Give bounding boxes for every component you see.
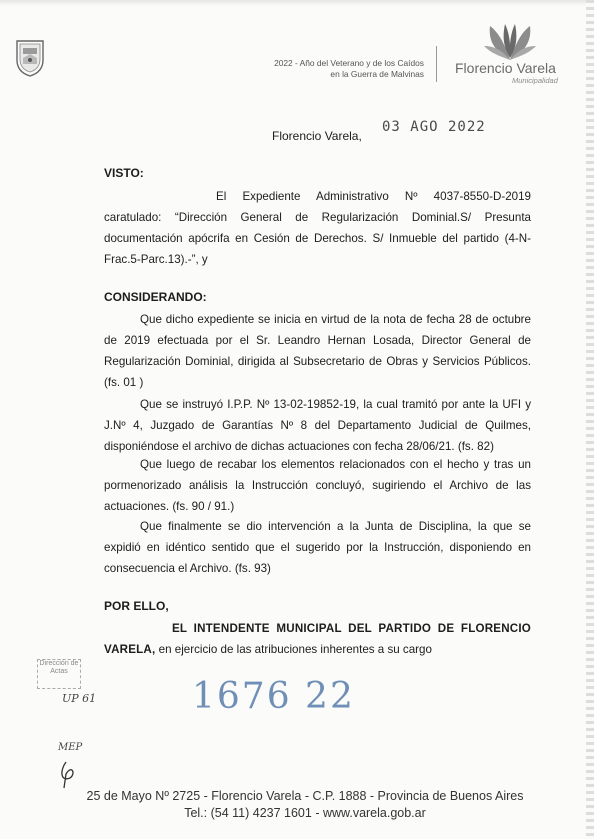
por-ello-heading: POR ELLO, (104, 599, 169, 613)
intendente-bold-text: EL INTENDENTE MUNICIPAL DEL PARTIDO DE FLORENCIO VARELA, (104, 622, 531, 656)
por-ello-continuation: en ejercicio de las atribuciones inherentes a su cargo (155, 643, 432, 656)
considerando-paragraph: Que finalmente se dio intervención a la Junta de Disciplina, la que se expidió en idéntico sentido que el sugerido por la Instrucción, disponiendo en consecuencia el Archivo. (fs. 93) (104, 520, 531, 575)
municipal-crest-icon (14, 38, 46, 78)
footer-line-2: Tel.: (54 11) 4237 1601 - www.varela.gob.ar (184, 806, 426, 820)
date-stamp: 03 AGO 2022 (382, 119, 486, 135)
scan-top-edge (0, 0, 594, 6)
year-slogan (200, 58, 424, 80)
slogan-line-2: en la Guerra de Malvinas (330, 69, 424, 79)
brand-subtitle: Municipalidad (512, 76, 558, 85)
considerando-heading: CONSIDERANDO: (104, 290, 207, 304)
handwritten-annotations (56, 690, 96, 790)
margin-stamp: Dirección de Actas (37, 659, 81, 689)
footer-line-1: 25 de Mayo Nº 2725 - Florencio Varela - C.P. 1888 - Provincia de Buenos Aires (86, 789, 524, 803)
header-divider (436, 46, 437, 82)
considerando-paragraph: Que dicho expediente se inicia en virtud de la nota de fecha 28 de octubre de 2019 efectuada por el Sr. Leandro Hernan Losada, Director General de Regularización Dominial, dirigida al Subsecretario de Obras y Servicios Públicos. (fs. 01 ) (104, 313, 531, 389)
por-ello-text (104, 618, 531, 660)
brand-name: Florencio Varela (455, 60, 556, 76)
resolution-number-stamp: 1676 22 (192, 676, 355, 717)
visto-text: El Expediente Administrativo Nº 4037-8550-D-2019 caratulado: “Dirección General de Regularización Dominial.S/ Presunta documentación apócrifa en Cesión de Derechos. S/ Inmueble del partido (4-N-Frac.5-Parc.13).-”, y (104, 190, 531, 266)
margin-note-up61: UP 61 (62, 692, 96, 705)
margin-note-mep: MEP (58, 742, 83, 753)
scan-right-edge (586, 0, 594, 839)
considerando-paragraph: Que se instruyó I.P.P. Nº 13-02-19852-19, la cual tramitó por ante la UFI y J.Nº 4, Juzgado de Garantías Nº 8 del Departamento Judicial de Quilmes, disponiéndose el archivo de dichas actuaciones con fecha 28/06/21. (fs. 82) (104, 398, 531, 453)
visto-heading: VISTO: (104, 166, 144, 180)
date-place: Florencio Varela, (272, 129, 362, 143)
slogan-line-1: 2022 - Año del Veterano y de los Caídos (274, 58, 424, 68)
footer-address (60, 788, 550, 822)
considerando-paragraph: Que luego de recabar los elementos relacionados con el hecho y tras un pormenorizado análisis la Instrucción concluyó, sugiriendo el Archivo de las actuaciones. (fs. 90 / 91.) (104, 458, 531, 513)
florencio-varela-flower-logo-icon (478, 22, 542, 62)
